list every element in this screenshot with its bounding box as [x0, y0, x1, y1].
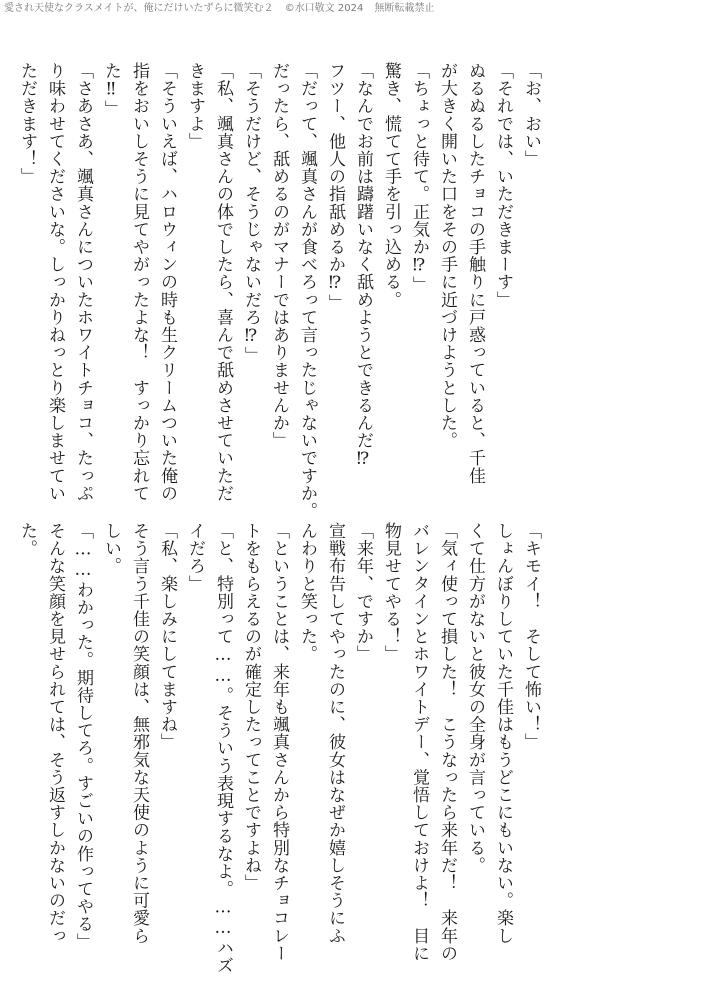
text-line: 「さあさあ、颯真さんについたホワイトチョコ、たっぷ: [73, 62, 93, 502]
book-title: 愛され天使なクラスメイトが、俺にだけいたずらに微笑む２: [4, 3, 274, 14]
no-reprint-notice: 無断転載禁止: [374, 3, 435, 14]
text-line: そう言う千佳の笑顔は、無邪気な天使のように可愛ら: [129, 522, 149, 945]
text-line: イだろ」: [185, 522, 205, 593]
text-line: 「そうだけど、そうじゃないだろ⁉」: [241, 62, 261, 365]
text-line: 物見せてやる！」: [381, 522, 401, 663]
text-line: 「気ィ使って損した！ こうなったら来年だ！ 来年の: [437, 522, 457, 962]
text-line: 「キモイ！ そして怖い！」: [521, 522, 541, 751]
text-block-top: [17, 62, 545, 520]
text-line: 「なんでお前は躊躇いなく舐めようとできるんだ⁉: [353, 62, 373, 470]
text-line: 「私、楽しみにしてますね」: [157, 522, 177, 751]
text-line: 「ちょっと待て。正気か⁉」: [409, 62, 429, 294]
text-line: 「お、おい」: [521, 62, 541, 168]
text-block-bottom: [17, 522, 545, 974]
text-line: が大きく開いた口をその手に近づけようとした。: [437, 62, 457, 450]
text-line: 「来年、ですか」: [353, 522, 373, 663]
text-line: 「だって、颯真さんが食べろって言ったじゃないですか。: [297, 62, 317, 520]
text-line: ぬるぬるしたチョコの手触りに戸惑っていると、千佳: [465, 62, 485, 485]
text-line: 「ということは、来年も颯真さんから特別なチョコレー: [269, 522, 289, 962]
text-line: 宣戦布告してやったのに、彼女はなぜか嬉しそうにふ: [325, 522, 345, 945]
text-line: だったら、舐めるのがマナーではありませんか」: [269, 62, 289, 450]
copyright-notice: ©水口敬文 2024: [284, 3, 364, 14]
text-line: しい。: [101, 522, 121, 575]
text-line: フツー、他人の指舐めるか⁉」: [325, 62, 345, 312]
text-line: 「それでは、いただきまーす」: [493, 62, 513, 309]
text-line: 「私、颯真さんの体でしたら、喜んで舐めさせていただ: [213, 62, 233, 502]
text-line: 驚き、慌てて手を引っ込める。: [381, 62, 401, 309]
page-header: [4, 3, 443, 15]
text-line: り味わせてくださいな。しっかりねっとり楽しませてい: [45, 62, 65, 502]
text-line: そんな笑顔を見せられては、そう返すしかないのだっ: [45, 522, 65, 945]
text-line: バレンタインとホワイトデー、覚悟しておけよ！ 目に: [409, 522, 429, 962]
text-line: くて仕方がないと彼女の全身が言っている。: [465, 522, 485, 874]
text-line: 指をおいしそうに見てやがったよな！ すっかり忘れて: [129, 62, 149, 502]
text-line: 「と、特別って……。そういう表現するなよ。……ハズ: [213, 522, 233, 974]
text-line: 「そういえば、ハロウィンの時も生クリームついた俺の: [157, 62, 177, 502]
text-line: トをもらえるのが確定したってことですよね」: [241, 522, 261, 892]
text-line: ただきます！」: [17, 62, 37, 186]
text-line: きますよ」: [185, 62, 205, 150]
text-line: た。: [17, 522, 37, 558]
text-line: しょんぼりしていた千佳はもうどこにもいない。楽し: [493, 522, 513, 945]
text-line: た‼」: [101, 62, 121, 118]
text-line: 「……わかった。期待してろ。すごいの作ってやる」: [73, 522, 93, 951]
text-line: んわりと笑った。: [297, 522, 317, 663]
